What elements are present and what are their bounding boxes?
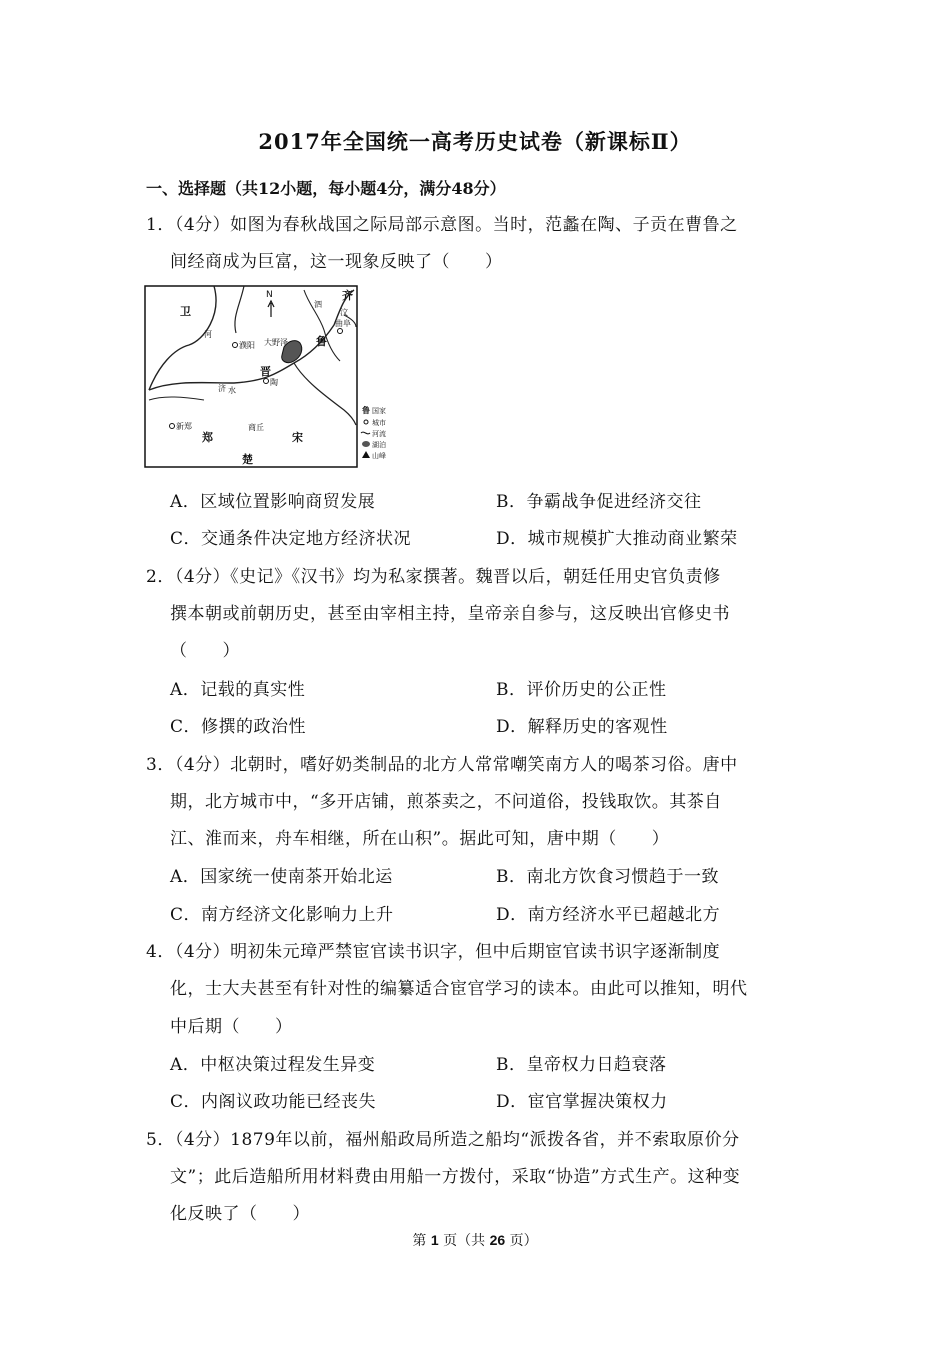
question-3-text-cont: 期，北方城市中，“多开店铺，煎茶卖之，不问道俗，投钱取饮。其茶自 [170, 792, 722, 812]
legend-label: 湖泊 [372, 441, 386, 449]
legend-label: 山峰 [372, 452, 386, 460]
q1-option-c[interactable]: C．交通条件决定地方经济状况 [170, 529, 412, 549]
river-label: 泗 [314, 300, 322, 309]
legend-symbol [364, 420, 368, 424]
question-2-text-cont: 撰本朝或前朝历史，甚至由宰相主持，皇帝亲自参与，这反映出官修史书 [170, 604, 730, 624]
question-2-text-cont: （ ） [170, 641, 240, 661]
q2-option-d[interactable]: D．解释历史的客观性 [496, 717, 668, 737]
total-pages: 26 [489, 1232, 506, 1248]
question-4-text-cont: 中后期（ ） [170, 1017, 293, 1037]
state-label: 晋 [260, 365, 271, 378]
q1-option-d[interactable]: D．城市规模扩大推动商业繁荣 [496, 529, 738, 549]
question-5-text-cont: 化反映了（ ） [170, 1204, 310, 1224]
q3-option-c[interactable]: C．南方经济文化影响力上升 [170, 905, 394, 925]
city-marker [170, 424, 175, 429]
q3-option-b[interactable]: B．南北方饮食习惯趋于一致 [496, 867, 719, 887]
city-label: 新郑 [176, 422, 192, 431]
city-marker [338, 329, 343, 334]
q1-option-b[interactable]: B．争霸战争促进经济交往 [496, 492, 702, 512]
city-marker [264, 379, 269, 384]
lake-label: 大野泽 [264, 338, 288, 347]
state-label: 楚 [242, 453, 253, 466]
question-5-text: 5．（4分）1879年以前，福州船政局所造之船均“派拨各省，并不索取原价分 [146, 1130, 740, 1150]
q2-option-a[interactable]: A．记载的真实性 [170, 680, 306, 700]
q2-option-b[interactable]: B．评价历史的公正性 [496, 680, 667, 700]
state-label: 郑 [202, 431, 213, 444]
q3-option-a[interactable]: A．国家统一使南茶开始北运 [170, 867, 393, 887]
state-label: 鲁 [316, 335, 327, 348]
city-marker [233, 343, 238, 348]
section-heading: 一、选择题（共12小题，每小题4分，满分48分） [146, 179, 506, 198]
question-5-text-cont: 文”；此后造船所用材料费由用船一方拨付，采取“协造”方式生产。这种变 [170, 1167, 741, 1187]
q1-option-a[interactable]: A．区域位置影响商贸发展 [170, 492, 376, 512]
river-label: 河 [204, 330, 212, 339]
city-label: 曲阜 [335, 319, 351, 328]
city-label: 濮阳 [239, 341, 255, 350]
question-4-text: 4．（4分）明初朱元璋严禁宦官读书识字，但中后期宦官读书识字逐渐制度 [146, 942, 721, 962]
question-3-text-cont: 江、淮而来，舟车相继，所在山积”。据此可知，唐中期（ ） [170, 829, 670, 849]
question-1-text: 1．（4分）如图为春秋战国之际局部示意图。当时，范蠡在陶、子贡在曹鲁之 [146, 215, 738, 235]
north-label: N [266, 290, 273, 300]
legend-symbol [361, 432, 370, 434]
question-2-text: 2．（4分）《史记》《汉书》均为私家撰著。魏晋以后，朝廷任用史官负责修 [146, 567, 721, 587]
page-number: 1 [430, 1232, 439, 1248]
q4-option-d[interactable]: D．宦官掌握决策权力 [496, 1092, 668, 1112]
page-title: 2017年全国统一高考历史试卷（新课标Ⅱ） [258, 129, 692, 154]
question-4-text-cont: 化，士大夫甚至有针对性的编纂适合宦官学习的读本。由此可以推知，明代 [170, 979, 748, 999]
question-3-text: 3．（4分）北朝时，嗜好奶类制品的北方人常常嘲笑南方人的喝茶习俗。唐中 [146, 755, 738, 775]
q3-option-d[interactable]: D．南方经济水平已超越北方 [496, 905, 721, 925]
state-label: 卫 [180, 305, 191, 318]
river-label: 汶 [340, 308, 348, 317]
page-footer [0, 1230, 950, 1250]
legend-label: 国家 [372, 407, 386, 415]
city-label: 商丘 [248, 423, 264, 432]
legend-symbol [362, 441, 370, 447]
city-label: 陶 [270, 378, 278, 387]
legend-label: 城市 [372, 419, 386, 427]
spring-autumn-map [144, 285, 386, 469]
river-label: 济 [218, 384, 226, 393]
river-label: 水 [228, 386, 236, 395]
footer-text: 页（共 [443, 1233, 486, 1249]
q4-option-b[interactable]: B．皇帝权力日趋衰落 [496, 1055, 667, 1075]
q4-option-a[interactable]: A．中枢决策过程发生异变 [170, 1055, 376, 1075]
map-frame [145, 286, 357, 467]
legend-symbol [362, 451, 370, 458]
state-label: 宋 [292, 431, 303, 444]
q4-option-c[interactable]: C．内阁议政功能已经丧失 [170, 1092, 377, 1112]
legend-symbol: 鲁 [362, 406, 370, 415]
legend-label: 河流 [372, 430, 386, 438]
question-1-text-cont: 间经商成为巨富，这一现象反映了（ ） [170, 252, 503, 272]
q2-option-c[interactable]: C．修撰的政治性 [170, 717, 307, 737]
footer-text: 页） [509, 1233, 538, 1249]
state-label: 齐 [342, 289, 353, 302]
footer-text: 第 [412, 1233, 427, 1249]
